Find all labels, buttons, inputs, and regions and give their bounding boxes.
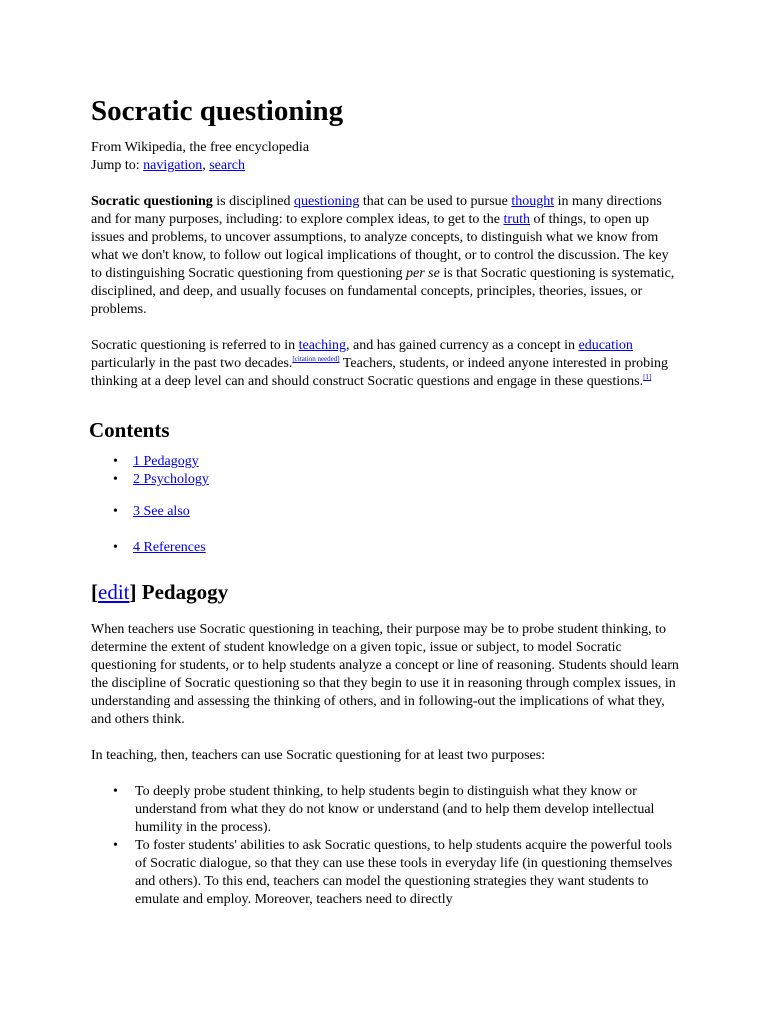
intro-text: of things, to open up issues and problems, to uncover assumptions, to analyze concepts, to distinguish what we know from what we don't know, to follow out logical implications of thought, or to control the discussion. The key to distinguishing Socratic questioning from questioning (91, 212, 669, 281)
bullet-icon: • (113, 784, 118, 799)
intro-text: in many directions and for many purposes, including: to explore complex ideas, to get to the (91, 194, 662, 227)
jump-search-link[interactable]: search (209, 158, 245, 173)
toc-item-psychology (91, 471, 681, 489)
list-item (91, 837, 681, 909)
pedagogy-paragraph-1: When teachers use Socratic questioning in teaching, their purpose may be to probe student thinking, to determine the extent of student knowledge on a given topic, issue or subject, to model Socratic questioning for students, or to help students analyze a concept or line of reasoning. Students should learn the discipline of Socratic questioning so that they begin to use it in reasoning through complex issues, in understanding and assessing the thinking of others, and in following-out the implications of what they, and others think. (91, 622, 679, 727)
intro-text: is disciplined (212, 194, 295, 209)
edit-bracket-open: [ (91, 580, 98, 604)
pedagogy-heading-text: Pedagogy (136, 580, 229, 604)
intro-text: that can be used to pursue (359, 194, 512, 209)
list-item (91, 783, 681, 837)
bullet-icon: • (113, 472, 118, 487)
site-subtitle: From Wikipedia, the free encyclopedia (91, 140, 310, 155)
table-of-contents (91, 453, 681, 557)
reference-1-link[interactable]: [1] (643, 373, 652, 381)
education-link[interactable]: education (578, 338, 633, 353)
page-title: Socratic questioning (91, 95, 344, 127)
toc-item-references (91, 539, 681, 557)
bullet-icon: • (113, 454, 118, 469)
lead-term: Socratic questioning (91, 194, 213, 209)
citation-needed-link[interactable]: [citation needed] (292, 355, 340, 363)
questioning-link[interactable]: questioning (294, 194, 360, 209)
intro-text: , and has gained currency as a concept in (346, 338, 579, 353)
thought-link[interactable]: thought (511, 194, 555, 209)
bullet-icon: • (113, 504, 118, 519)
intro-text: is that Socratic questioning is systematic, disciplined, and deep, and usually focuses on fundamental concepts, principles, theories, issues, or problems. (91, 266, 675, 317)
teaching-link[interactable]: teaching (298, 338, 347, 353)
toc-item-pedagogy (91, 453, 681, 471)
intro-paragraph-2 (91, 337, 681, 391)
pedagogy-paragraph-2: In teaching, then, teachers can use Socratic questioning for at least two purposes: (91, 748, 546, 763)
list-item-text: To deeply probe student thinking, to help students begin to distinguish what they know or understand from what they do not know or understand (and to help them develop intellectual humility in the process). (135, 784, 655, 835)
list-item-text: To foster students' abilities to ask Socratic questions, to help students acquire the powerful tools of Socratic dialogue, so that they can use these tools in everyday life (in questioning themselves and others). To this end, teachers can model the questioning strategies they want students to emulate and employ. Moreover, teachers need to directly (135, 838, 673, 907)
toc-link-references[interactable]: 4 References (133, 540, 206, 555)
contents-heading: Contents (89, 418, 170, 442)
per-se-term: per se (405, 266, 440, 281)
intro-text: Teachers, students, or indeed anyone interested in probing thinking at a deep level can and should construct Socratic questions and engage in these questions. (91, 356, 669, 389)
toc-item-see-also (91, 503, 681, 521)
toc-link-see-also[interactable]: 3 See also (133, 504, 190, 519)
jump-to-label: Jump to: (91, 158, 144, 173)
truth-link[interactable]: truth (503, 212, 530, 227)
bullet-icon: • (113, 540, 118, 555)
intro-paragraph-1 (91, 193, 681, 319)
article-content (91, 92, 681, 909)
jump-to-line (91, 157, 681, 175)
jump-separator: , (202, 158, 210, 173)
toc-link-pedagogy[interactable]: 1 Pedagogy (133, 454, 199, 469)
intro-text: Socratic questioning is referred to in (91, 338, 299, 353)
intro-text: particularly in the past two decades. (91, 356, 293, 371)
bullet-icon: • (113, 838, 118, 853)
toc-link-psychology[interactable]: 2 Psychology (133, 472, 209, 487)
purposes-list (91, 783, 681, 909)
pedagogy-heading (91, 579, 681, 605)
edit-bracket-close: ] (129, 580, 137, 604)
edit-pedagogy-link[interactable]: edit (98, 580, 130, 604)
jump-navigation-link[interactable]: navigation (143, 158, 203, 173)
